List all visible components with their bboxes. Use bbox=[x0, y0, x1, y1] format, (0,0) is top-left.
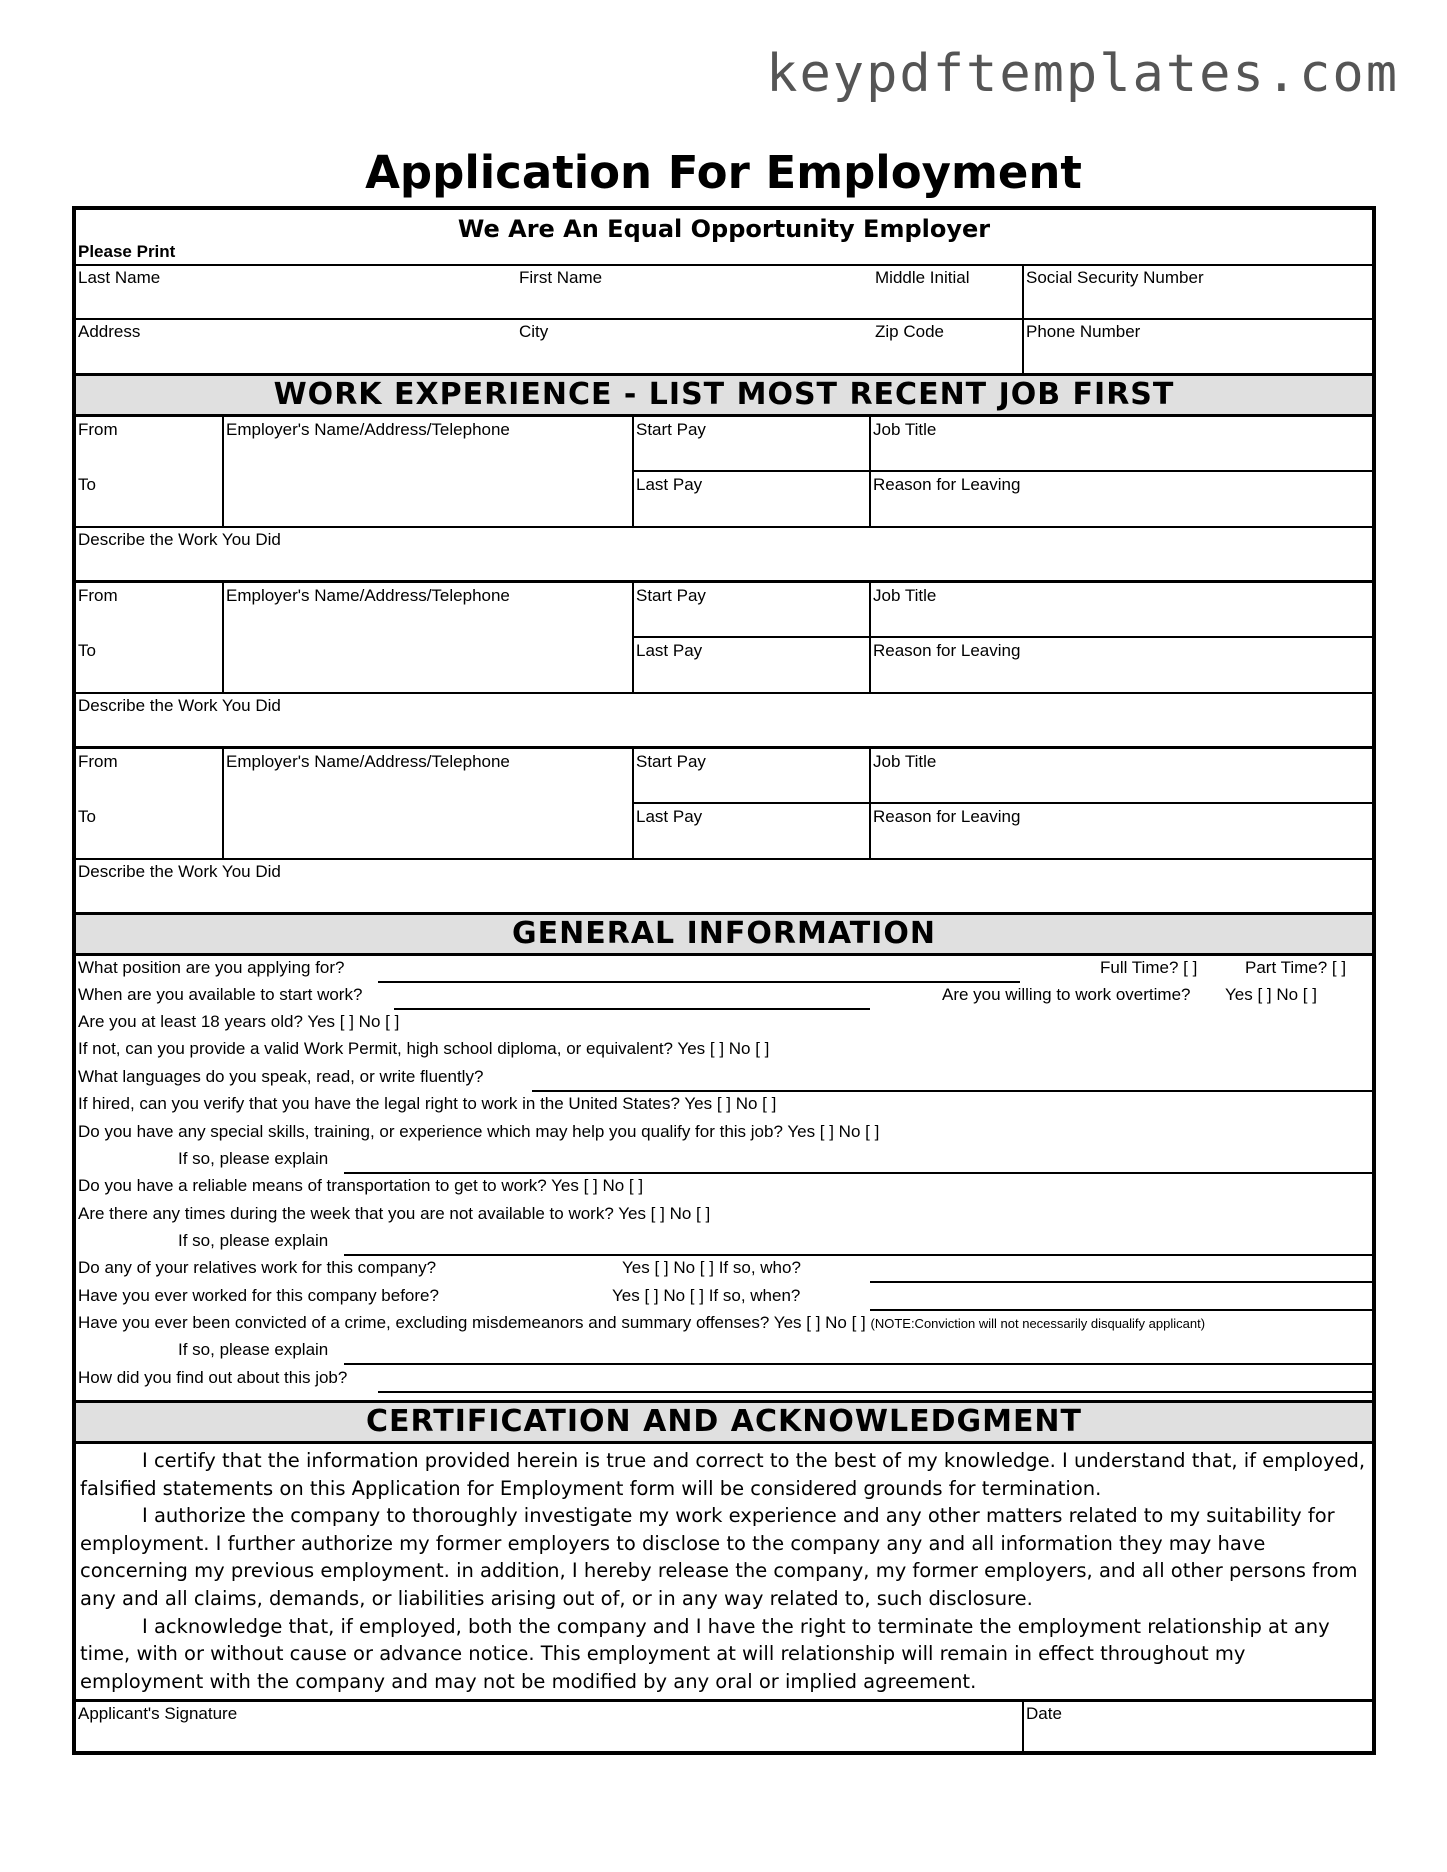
question-position: What position are you applying for? bbox=[78, 958, 345, 977]
watermark: keypdftemplates.com bbox=[766, 44, 1399, 104]
languages-input[interactable] bbox=[532, 1090, 1372, 1092]
job-title-field[interactable]: Job Title bbox=[873, 420, 937, 439]
from-field[interactable]: From bbox=[78, 752, 118, 771]
start-pay-field[interactable]: Start Pay bbox=[636, 752, 706, 771]
employer-field[interactable]: Employer's Name/Address/Telephone bbox=[226, 586, 510, 605]
part-time-checkbox[interactable]: Part Time? [ ] bbox=[1245, 958, 1347, 977]
to-field[interactable]: To bbox=[78, 641, 96, 660]
employer-field[interactable]: Employer's Name/Address/Telephone bbox=[226, 420, 510, 439]
last-pay-field[interactable]: Last Pay bbox=[636, 475, 703, 494]
question-relatives: Do any of your relatives work for this company? bbox=[78, 1258, 437, 1277]
times-explain-input[interactable] bbox=[344, 1254, 1372, 1256]
reason-field[interactable]: Reason for Leaving bbox=[873, 807, 1021, 826]
application-form bbox=[72, 206, 1376, 1755]
to-field[interactable]: To bbox=[78, 475, 96, 494]
acknowledgment-paragraph: I acknowledge that, if employed, both the company and I have the right to terminate the employment relationship at any time, with or without cause or advance notice. This employment at will relationship will remain in effect throughout my employment with the company and may not be modified by any oral or implied agreement. bbox=[80, 1614, 1330, 1693]
job-title-field[interactable]: Job Title bbox=[873, 586, 937, 605]
reason-field[interactable]: Reason for Leaving bbox=[873, 475, 1021, 494]
convicted-explain-input[interactable] bbox=[344, 1363, 1372, 1365]
from-field[interactable]: From bbox=[78, 586, 118, 605]
phone-field[interactable]: Phone Number bbox=[1026, 322, 1141, 341]
full-time-checkbox[interactable]: Full Time? [ ] bbox=[1100, 958, 1198, 977]
certification-paragraph: I certify that the information provided herein is true and correct to the best of my knowledge. I understand that, if employed, falsified statements on this Application for Employment form will be considered grounds for termination. bbox=[80, 1449, 1366, 1500]
worked-yes-no[interactable]: Yes [ ] No [ ] If so, when? bbox=[612, 1286, 801, 1305]
first-name-field[interactable]: First Name bbox=[519, 268, 603, 287]
question-permit[interactable]: If not, can you provide a valid Work Permit, high school diploma, or equivalent? Yes [ ] No [ ] bbox=[78, 1039, 770, 1058]
certification-heading: CERTIFICATION AND ACKNOWLEDGMENT bbox=[76, 1400, 1372, 1444]
start-pay-field[interactable]: Start Pay bbox=[636, 586, 706, 605]
question-times[interactable]: Are there any times during the week that you are not available to work? Yes [ ] No [ ] bbox=[78, 1204, 711, 1223]
question-start: When are you available to start work? bbox=[78, 985, 363, 1004]
relatives-input[interactable] bbox=[870, 1281, 1372, 1283]
last-pay-field[interactable]: Last Pay bbox=[636, 807, 703, 826]
date-field[interactable]: Date bbox=[1026, 1704, 1062, 1723]
last-name-field[interactable]: Last Name bbox=[78, 268, 161, 287]
certification-text bbox=[80, 1447, 1370, 1695]
ssn-field[interactable]: Social Security Number bbox=[1026, 268, 1204, 287]
found-job-input[interactable] bbox=[378, 1391, 1372, 1393]
middle-initial-field[interactable]: Middle Initial bbox=[875, 268, 970, 287]
question-transport[interactable]: Do you have a reliable means of transportation to get to work? Yes [ ] No [ ] bbox=[78, 1176, 644, 1195]
question-convicted-text: Have you ever been convicted of a crime, excluding misdemeanors and summary offenses? Yes [ ] No [ ] bbox=[78, 1313, 866, 1332]
describe-field[interactable]: Describe the Work You Did bbox=[78, 530, 281, 549]
skills-explain-input[interactable] bbox=[344, 1172, 1372, 1174]
last-pay-field[interactable]: Last Pay bbox=[636, 641, 703, 660]
times-explain-label: If so, please explain bbox=[178, 1231, 329, 1250]
start-date-input[interactable] bbox=[394, 1008, 870, 1010]
overtime-yes-no[interactable]: Yes [ ] No [ ] bbox=[1225, 985, 1317, 1004]
employer-field[interactable]: Employer's Name/Address/Telephone bbox=[226, 752, 510, 771]
question-found-job: How did you find out about this job? bbox=[78, 1368, 348, 1387]
from-field[interactable]: From bbox=[78, 420, 118, 439]
worked-input[interactable] bbox=[870, 1309, 1372, 1311]
question-convicted[interactable] bbox=[78, 1313, 1205, 1334]
convicted-note: (NOTE:Conviction will not necessarily disqualify applicant) bbox=[870, 1316, 1206, 1331]
to-field[interactable]: To bbox=[78, 807, 96, 826]
question-overtime: Are you willing to work overtime? bbox=[942, 985, 1191, 1004]
question-worked-before: Have you ever worked for this company before? bbox=[78, 1286, 439, 1305]
city-field[interactable]: City bbox=[519, 322, 549, 341]
applicant-signature-field[interactable]: Applicant's Signature bbox=[78, 1704, 238, 1723]
describe-field[interactable]: Describe the Work You Did bbox=[78, 862, 281, 881]
start-pay-field[interactable]: Start Pay bbox=[636, 420, 706, 439]
skills-explain-label: If so, please explain bbox=[178, 1149, 329, 1168]
job-title-field[interactable]: Job Title bbox=[873, 752, 937, 771]
please-print: Please Print bbox=[78, 242, 176, 261]
address-field[interactable]: Address bbox=[78, 322, 141, 341]
authorization-paragraph: I authorize the company to thoroughly investigate my work experience and any other matters related to my suitability for employment. I further authorize my former employers to disclose to the company any and all information they may have concerning my previous employment. in addition, I hereby release the company, my former employers, and all other persons from any and all claims, demands, or liabilities arising out of, or in any way related to, such disclosure. bbox=[80, 1504, 1358, 1610]
zip-field[interactable]: Zip Code bbox=[875, 322, 944, 341]
position-input[interactable] bbox=[378, 981, 1020, 983]
convicted-explain-label: If so, please explain bbox=[178, 1340, 329, 1359]
eoe-statement: We Are An Equal Opportunity Employer bbox=[457, 215, 991, 243]
describe-field[interactable]: Describe the Work You Did bbox=[78, 696, 281, 715]
relatives-yes-no[interactable]: Yes [ ] No [ ] If so, who? bbox=[622, 1258, 801, 1277]
reason-field[interactable]: Reason for Leaving bbox=[873, 641, 1021, 660]
page-title: Application For Employment bbox=[365, 146, 1082, 199]
work-experience-heading: WORK EXPERIENCE - LIST MOST RECENT JOB FIRST bbox=[76, 373, 1372, 417]
question-age[interactable]: Are you at least 18 years old? Yes [ ] No [ ] bbox=[78, 1012, 400, 1031]
question-languages: What languages do you speak, read, or write fluently? bbox=[78, 1067, 484, 1086]
question-skills[interactable]: Do you have any special skills, training, or experience which may help you qualify for this job? Yes [ ] No [ ] bbox=[78, 1122, 880, 1141]
question-legal[interactable]: If hired, can you verify that you have the legal right to work in the United States? Yes [ ] No [ ] bbox=[78, 1094, 777, 1113]
general-information-heading: GENERAL INFORMATION bbox=[76, 912, 1372, 956]
